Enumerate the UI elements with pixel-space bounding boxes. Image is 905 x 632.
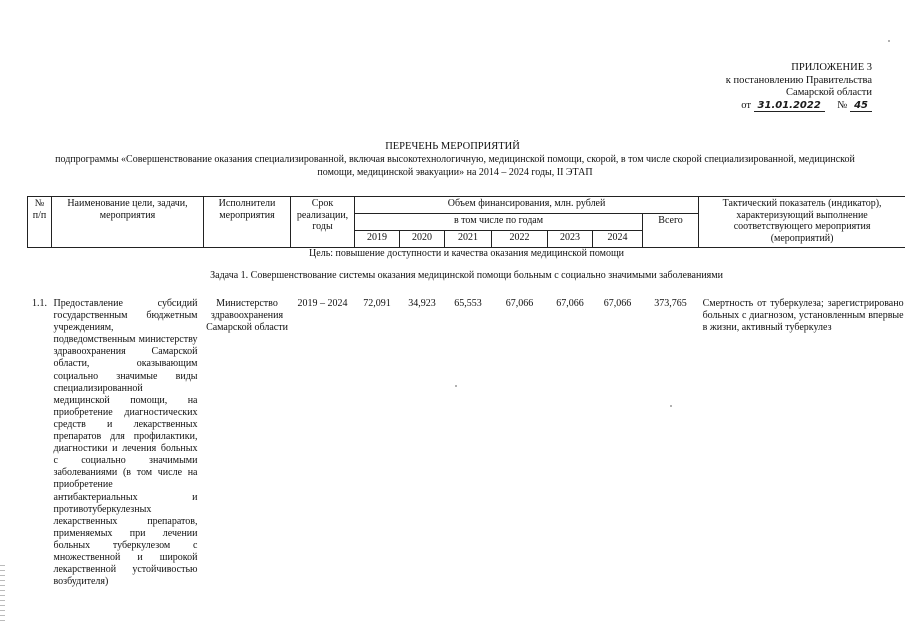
row-value-2020: 34,923 — [408, 298, 436, 309]
header-finance: Объем финансирования, млн. рублей — [355, 197, 699, 214]
header-executor: Исполнители мероприятия — [204, 197, 291, 248]
date-line — [640, 100, 872, 113]
row-indicator: Смертность от туберкулеза; зарегистрировано больных с диагнозом, установленным впервые в жизни, активный туберкулез — [702, 298, 904, 333]
appendix-label: ПРИЛОЖЕНИЕ 3 — [791, 62, 872, 73]
row-name: Предоставление субсидий государственным бюджетным учреждениям, подведомственным министерству здравоохранения Самарской области, оказывающим социально значимые виды специализированной медицинской помощи, на приобретение диагностических средств и лекарственных препаратов для профилактики, диагностики и лечения больных с социально значимыми заболеваниями (в том числе на приобретение антибактериальных и противотуберкулезных лекарственных препаратов, применяемых при лечении больных туберкулезом с множественной и широкой лекарственной устойчивостью возбудителя) — [53, 298, 198, 588]
region-label: Самарской области — [786, 87, 872, 98]
header-year: 2020 — [400, 231, 445, 248]
handwritten-number: 45 — [850, 100, 872, 112]
approval-block — [640, 62, 872, 112]
row-value-2022: 67,066 — [505, 298, 534, 309]
scan-dot — [455, 385, 457, 387]
header-year: 2023 — [548, 231, 593, 248]
header-year: 2024 — [593, 231, 643, 248]
header-year: 2021 — [445, 231, 492, 248]
number-prefix: № — [837, 99, 848, 111]
table-row — [28, 298, 905, 588]
goal-row: Цель: повышение доступности и качества оказания медицинской помощи — [309, 248, 625, 259]
measures-table — [27, 196, 905, 588]
scan-edge-artifact — [0, 565, 5, 625]
header-num: № п/п — [28, 197, 52, 248]
row-value-2019: 72,091 — [363, 298, 391, 309]
header-by-years: в том числе по годам — [355, 214, 643, 231]
row-total: 373,765 — [654, 298, 687, 309]
header-name: Наименование цели, задачи, мероприятия — [52, 197, 204, 248]
task-row: Задача 1. Совершенствование системы оказания медицинской помощи больным с социально значимыми заболеваниями — [210, 270, 723, 281]
scan-dot — [888, 40, 890, 42]
row-executor: Министерство здравоохранения Самарской области — [206, 298, 288, 333]
row-value-2024: 67,066 — [603, 298, 632, 309]
header-term: Срок реализации, годы — [291, 197, 355, 248]
header-year: 2019 — [355, 231, 400, 248]
scan-dot — [670, 405, 672, 407]
resolution-label: к постановлению Правительства — [725, 74, 872, 86]
document-title: ПЕРЕЧЕНЬ МЕРОПРИЯТИЙ — [385, 141, 520, 152]
header-year: 2022 — [492, 231, 548, 248]
header-indicator: Тактический показатель (индикатор), характеризующий выполнение соответствующего мероприятия (мероприятий) — [699, 197, 905, 248]
row-num: 1.1. — [32, 298, 47, 309]
date-prefix: от — [741, 99, 751, 111]
row-value-2021: 65,553 — [454, 298, 482, 309]
row-term: 2019 – 2024 — [297, 298, 348, 309]
row-value-2023: 67,066 — [556, 298, 584, 309]
document-subtitle: подпрограммы «Совершенствование оказания специализированной, включая высокотехнологичную, медицинской помощи, скорой, в том числе скорой специализированной, медицинской помощи, медицинской эвакуации» на 2014 – 2024 годы, II ЭТАП — [55, 154, 855, 178]
header-total: Всего — [643, 214, 699, 248]
handwritten-date: 31.01.2022 — [754, 100, 825, 112]
